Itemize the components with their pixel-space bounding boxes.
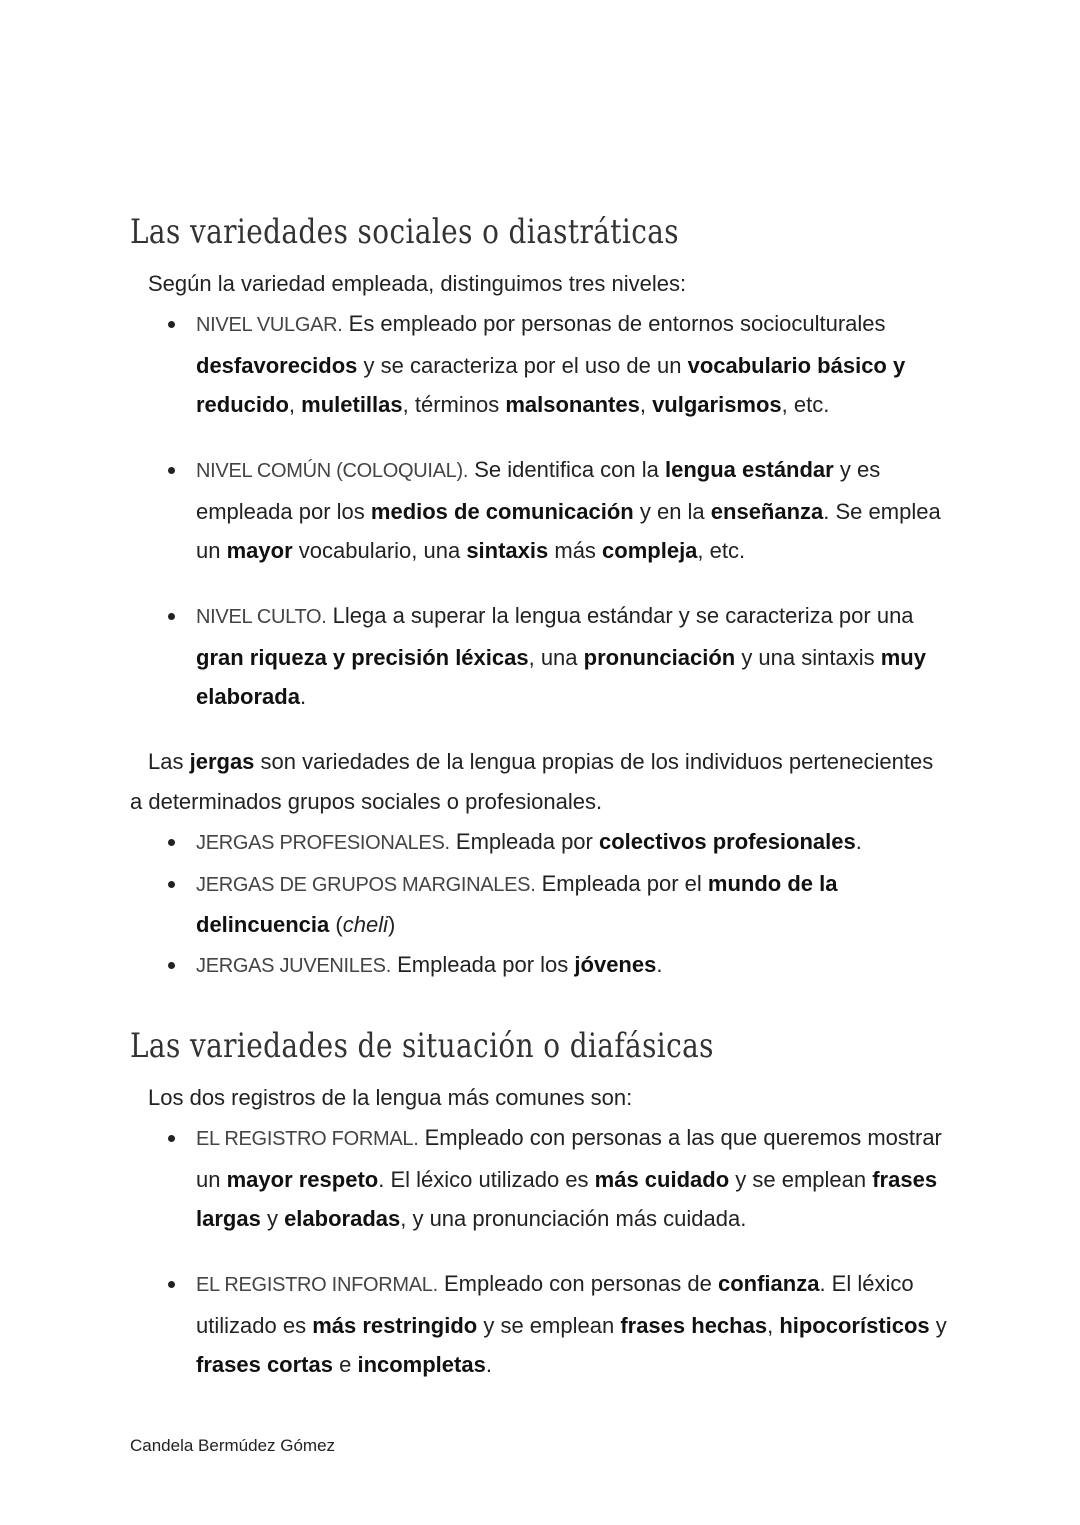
registers-list-2 (160, 1264, 956, 1385)
intro-social-varieties: Según la variedad empleada, distinguimos tres niveles: (148, 271, 687, 296)
list-item-nivel-culto: NIVEL CULTO. Llega a superar la lengua estándar y se caracteriza por una gran riqueza y precisión léxicas, una pronunciación y una sintaxis muy elaborada. (160, 596, 956, 717)
social-levels-list-2 (160, 450, 956, 571)
bullet-icon (168, 1281, 175, 1288)
registers-list (160, 1118, 956, 1239)
bullet-icon (168, 962, 175, 969)
bullet-icon (168, 839, 175, 846)
jergas-term: jergas (189, 749, 255, 774)
bullet-icon (168, 321, 175, 328)
list-item-jergas-profesionales: JERGAS PROFESIONALES. Empleada por colectivos profesionales. (160, 822, 956, 864)
footer-author: Candela Bermúdez Gómez (130, 1436, 336, 1455)
list-item-nivel-comun: NIVEL COMÚN (COLOQUIAL). Se identifica con la lengua estándar y es empleada por los medios de comunicación y en la enseñanza. Se emplea un mayor vocabulario, una sintaxis más compleja, etc. (160, 450, 956, 571)
bullet-icon (168, 613, 175, 620)
social-levels-list-3 (160, 596, 956, 717)
list-item-registro-informal: EL REGISTRO INFORMAL. Empleado con personas de confianza. El léxico utilizado es más restringido y se emplean frases hechas, hipocorísticos y frases cortas e incompletas. (160, 1264, 956, 1385)
bullet-icon (168, 1135, 175, 1142)
heading-situational-varieties: Las variedades de situación o diafásicas (130, 1026, 714, 1066)
heading-social-varieties: Las variedades sociales o diastráticas (130, 212, 679, 252)
bullet-icon (168, 881, 175, 888)
jergas-list (160, 822, 956, 986)
list-item-registro-formal: EL REGISTRO FORMAL. Empleado con personas a las que queremos mostrar un mayor respeto. El léxico utilizado es más cuidado y se emplean frases largas y elaboradas, y una pronunciación más cuidada. (160, 1118, 956, 1239)
list-item-nivel-vulgar: NIVEL VULGAR. Es empleado por personas de entornos socioculturales desfavorecidos y se caracteriza por el uso de un vocabulario básico y reducido, muletillas, términos malsonantes, vulgarismos, etc. (160, 304, 956, 383)
list-item-jergas-juveniles: JERGAS JUVENILES. Empleada por los jóvenes. (160, 945, 956, 987)
social-levels-list (160, 304, 956, 417)
bullet-icon (168, 467, 175, 474)
intro-situational-varieties: Los dos registros de la lengua más comunes son: (148, 1085, 633, 1110)
list-item-jergas-marginales: JERGAS DE GRUPOS MARGINALES. Empleada por el mundo de la delincuencia (cheli) (160, 864, 956, 945)
jergas-paragraph-line-1: Las jergas son variedades de la lengua propias de los individuos pertenecientes (148, 749, 934, 774)
jergas-paragraph-line-2: a determinados grupos sociales o profesionales. (130, 789, 603, 814)
